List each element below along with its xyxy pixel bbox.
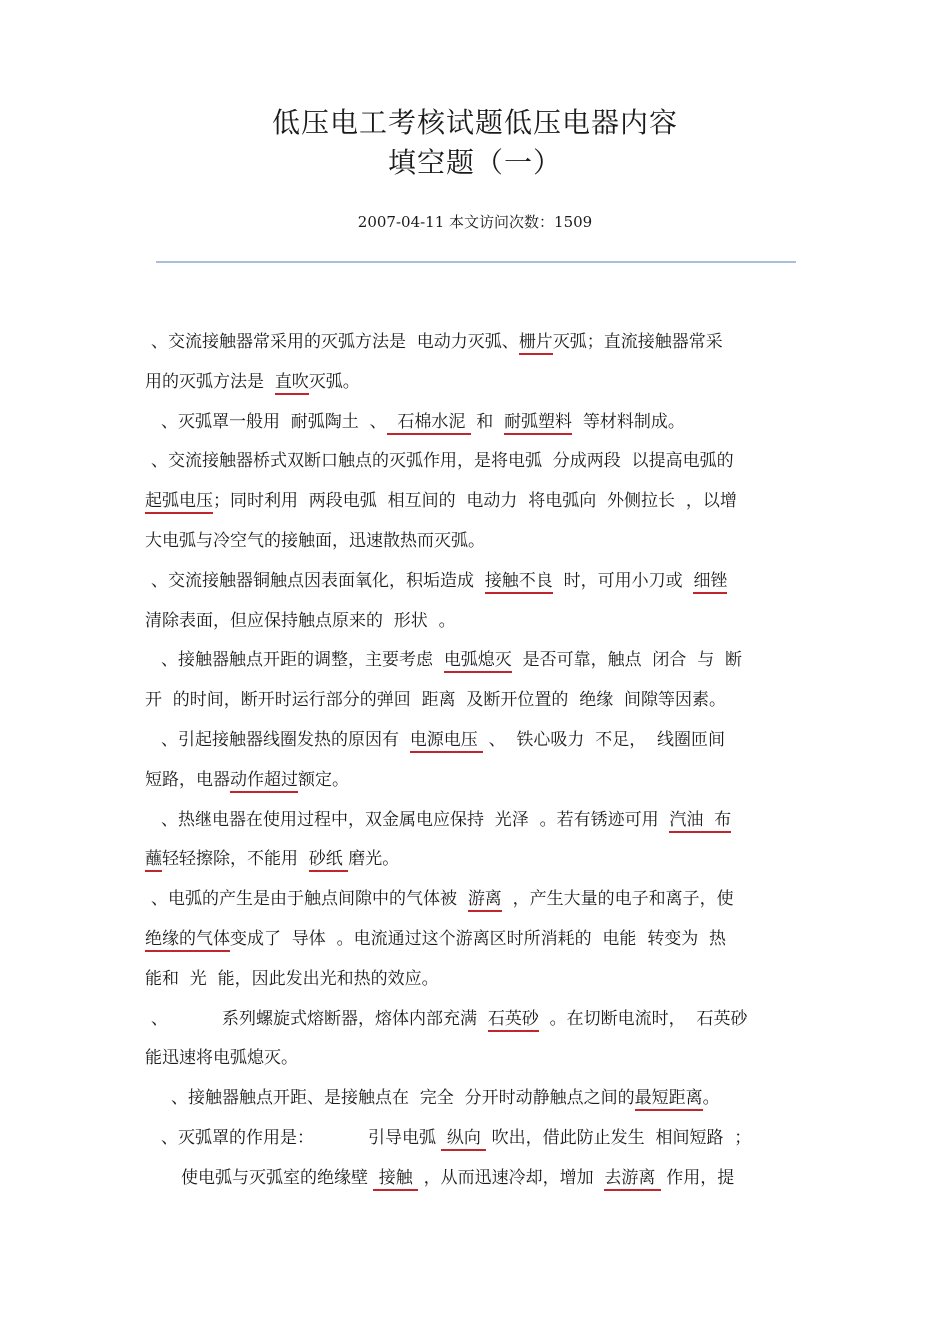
line-text: 短路，电器 xyxy=(145,769,230,790)
underlined-answer: 砂纸 xyxy=(309,849,348,872)
body-line xyxy=(145,369,360,395)
line-text: 、电弧的产生是由于触点间隙中的气体被 xyxy=(151,889,468,910)
body-line xyxy=(151,886,734,912)
document-title: 低压电工考核试题低压电器内容 xyxy=(271,106,678,139)
underlined-answer: 石棉水泥 xyxy=(387,412,471,435)
underlined-answer: 栅片 xyxy=(519,332,553,355)
body-line xyxy=(161,409,685,435)
line-text: 时，可用小刀或 xyxy=(552,570,694,591)
line-text: 使电弧与灭弧室的绝缘壁 xyxy=(181,1167,374,1188)
underlined-answer: 汽油 布 xyxy=(669,810,731,833)
line-text: 、 系列螺旋式熔断器，熔体内部充满 xyxy=(151,1008,488,1029)
line-text: 、 铁心吸力 不足， 线圈匝间 xyxy=(483,730,726,750)
body-line xyxy=(145,1045,298,1071)
line-text: 是否可靠，触点 闭合 与 断 xyxy=(511,650,743,671)
line-text: 吹出，借此防止发生 相间短路 ； xyxy=(486,1128,752,1148)
body-line xyxy=(145,767,349,793)
line-text: 、交流接触器桥式双断口触点的灭弧作用，是将电弧 分成两段 以提高电弧的 xyxy=(151,451,734,472)
body-line xyxy=(161,1125,751,1151)
line-text: 额定。 xyxy=(298,769,349,790)
line-text: 轻轻擦除，不能用 xyxy=(162,849,309,870)
line-text: 、热继电器在使用过程中，双金属电应保持 光泽 。若有锈迹可用 xyxy=(161,809,670,830)
line-text: 大电弧与冷空气的接触面，迅速散热而灭弧。 xyxy=(145,531,485,551)
line-text: 灭弧；直流接触器常采 xyxy=(552,332,723,352)
underlined-answer: 去游离 xyxy=(604,1168,660,1191)
underlined-answer: 起弧电压 xyxy=(145,491,213,514)
line-text: 。 xyxy=(702,1088,720,1109)
underlined-answer: 动作超过 xyxy=(230,770,298,793)
underlined-answer: 接触 xyxy=(373,1168,418,1191)
body-line xyxy=(145,926,726,952)
line-text: 、灭弧罩的作用是： 引导电弧 xyxy=(161,1128,442,1148)
line-text: 用的灭弧方法是 xyxy=(145,371,275,392)
publish-meta: 2007-04-11 本文访问次数：1509 xyxy=(357,213,593,231)
line-text: 磨光。 xyxy=(348,849,400,870)
body-line xyxy=(145,846,399,872)
line-text: 、引起接触器线圈发热的原因有 xyxy=(161,730,410,750)
body-line xyxy=(151,1006,747,1032)
body-line xyxy=(145,608,456,634)
line-text: 。在切断电流时， 石英砂 xyxy=(538,1008,748,1029)
line-text: 和 xyxy=(470,411,505,432)
line-text: 、灭弧罩一般用 耐弧陶土 、 xyxy=(161,411,387,432)
line-text: 清除表面，但应保持触点原来的 形状 。 xyxy=(145,610,456,631)
underlined-answer: 最短距离 xyxy=(635,1088,703,1111)
body-line xyxy=(151,448,734,474)
underlined-answer: 石英砂 xyxy=(488,1009,539,1032)
line-text: 、交流接触器铜触点因表面氧化，积垢造成 xyxy=(151,570,485,591)
body-line xyxy=(181,1165,734,1191)
header-divider xyxy=(156,261,796,263)
line-text: 灭弧。 xyxy=(308,371,360,392)
underlined-answer: 直吹 xyxy=(275,372,309,395)
line-text: 等材料制成。 xyxy=(572,411,685,432)
underlined-answer: 绝缘的气体 xyxy=(145,929,230,952)
line-text: 开 的时间，断开时运行部分的弹回 距离 及断开位置的 绝缘 间隙等因素。 xyxy=(145,690,727,711)
line-text: 作用，提 xyxy=(660,1167,735,1188)
body-line xyxy=(151,568,727,594)
document-subtitle: 填空题（一） xyxy=(387,146,562,179)
line-text: 能和 光 能，因此发出光和热的效应。 xyxy=(145,968,439,989)
body-line xyxy=(145,488,737,514)
body-line xyxy=(161,807,731,833)
underlined-answer: 电源电压 xyxy=(410,730,483,753)
underlined-answer: 蘸 xyxy=(145,849,162,872)
body-line xyxy=(151,329,723,355)
body-line xyxy=(145,966,439,992)
underlined-answer: 细锉 xyxy=(693,571,727,594)
line-text: 能迅速将电弧熄灭。 xyxy=(145,1048,298,1069)
body-line xyxy=(161,647,742,673)
underlined-answer: 电弧熄灭 xyxy=(444,650,512,673)
line-text: 、交流接触器常采用的灭弧方法是 电动力灭弧、 xyxy=(151,332,519,352)
line-text: 、接触器触点开距、是接触点在 完全 分开时动静触点之间的 xyxy=(171,1088,635,1109)
line-text: 、接触器触点开距的调整，主要考虑 xyxy=(161,650,444,671)
body-line xyxy=(145,528,485,554)
underlined-answer: 耐弧塑料 xyxy=(504,412,572,435)
line-text: ，产生大量的电子和离子，使 xyxy=(501,889,734,910)
underlined-answer: 接触不良 xyxy=(485,571,553,594)
line-text: ；同时利用 两段电弧 相互间的 电动力 将电弧向 外侧拉长 ，以增 xyxy=(213,491,737,512)
body-line xyxy=(161,727,725,753)
line-text: ，从而迅速冷却，增加 xyxy=(418,1167,605,1188)
body-line xyxy=(171,1085,720,1111)
line-text: 变成了 导体 。电流通过这个游离区时所消耗的 电能 转变为 热 xyxy=(230,929,727,949)
underlined-answer: 游离 xyxy=(468,889,502,912)
underlined-answer: 纵向 xyxy=(441,1128,486,1151)
body-line xyxy=(145,687,726,713)
